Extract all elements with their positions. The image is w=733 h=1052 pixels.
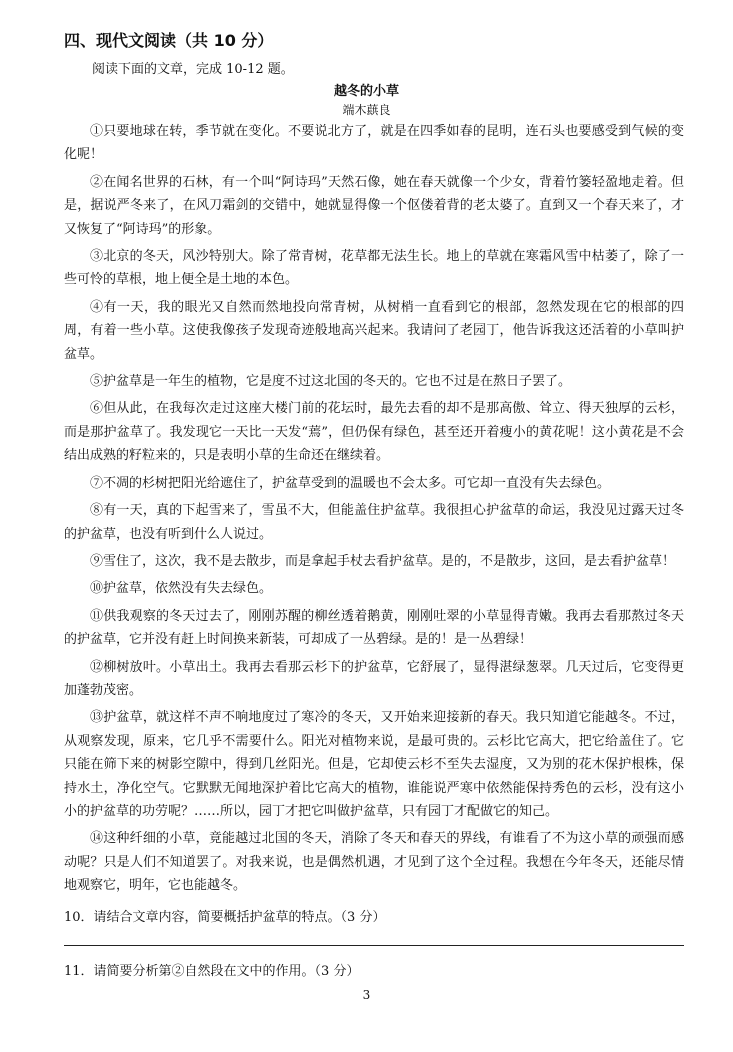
article-title: 越冬的小草 bbox=[333, 84, 399, 99]
paragraph-12: ⑫柳树放叶。小草出土。我再去看那云杉下的护盆草，它舒展了，显得湛绿葱翠。几天过后，它变得更加蓬勃茂密。 bbox=[64, 659, 684, 698]
paragraph-7: ⑦不凋的杉树把阳光给遮住了，护盆草受到的温暖也不会太多。可它却一直没有失去绿色。 bbox=[90, 475, 611, 491]
paragraph-11: ⑪供我观察的冬天过去了，刚刚苏醒的柳丝透着鹅黄，刚刚吐翠的小草显得青嫩。我再去看那熬过冬天的护盆草，它并没有赶上时间换来新装，可却成了一丛碧绿。是的！是一丛碧绿！ bbox=[64, 608, 684, 648]
paragraph-2: ②在闻名世界的石林，有一个叫“阿诗玛”天然石像，她在春天就像一个少女，背着竹篓轻盈地走着。但是，据说严冬来了，在风刀霜剑的交错中，她就显得像一个伛偻着背的老太婆了。直到又一个春天来了，才又恢复了“阿诗玛”的形象。 bbox=[64, 174, 684, 237]
article-author: 端木蕻良 bbox=[342, 103, 391, 117]
page-number: 3 bbox=[362, 988, 371, 1002]
reading-instruction: 阅读下面的文章，完成 10-12 题。 bbox=[92, 62, 294, 77]
paragraph-10: ⑩护盆草，依然没有失去绿色。 bbox=[90, 581, 273, 597]
section-title: 四、现代文阅读（共 10 分） bbox=[64, 31, 274, 50]
question-10: 10．请结合文章内容，简要概括护盆草的特点。（3 分） bbox=[64, 910, 386, 925]
paragraph-9: ⑨雪住了，这次，我不是去散步，而是拿起手杖去看护盆草。是的，不是散步，这回，是去看护盆草！ bbox=[90, 553, 676, 569]
paragraph-3: ③北京的冬天，风沙特别大。除了常青树，花草都无法生长。地上的草就在寒霜风雪中枯萎了，除了一些可怜的草根，地上便全是土地的本色。 bbox=[64, 249, 684, 288]
paragraph-13: ⑬护盆草，就这样不声不响地度过了寒冷的冬天，又开始来迎接新的春天。我只知道它能越冬。不过，从观察发现，原来，它几乎不需要什么。阳光对植物来说，是最可贵的。云杉比它高大，把它给盖住了。它只能在筛下来的树影空隙中，得到几丝阳光。但是，它却使云杉不至失去湿度，又为别的花木保护根株，保持水土，净化空气。它默默无闻地深护着比它高大的植物，谁能说严寒中依然能保持秀色的云杉，没有这小小的护盆草的功劳呢？……所以，园丁才把它叫做护盆草，只有园丁才配做它的知己。 bbox=[64, 710, 684, 819]
article-body bbox=[64, 120, 684, 902]
paragraph-5: ⑤护盆草是一年生的植物，它是度不过这北国的冬天的。它也不过是在熬日子罢了。 bbox=[90, 374, 572, 390]
paragraph-8: ⑧有一天，真的下起雪来了，雪虽不大，但能盖住护盆草。我很担心护盆草的命运，我没见过露天过冬的护盆草，也没有听到什么人说过。 bbox=[64, 503, 684, 542]
question-11: 11．请简要分析第②自然段在文中的作用。（3 分） bbox=[64, 964, 360, 979]
paragraph-14: ⑭这种纤细的小草，竟能越过北国的冬天，消除了冬天和春天的界线，有谁看了不为这小草的顽强而感动呢？只是人们不知道罢了。对我来说，也是偶然机遇，才见到了这个全过程。我想在今年冬天，还能尽情地观察它，明年，它也能越冬。 bbox=[64, 831, 684, 894]
answer-divider bbox=[64, 945, 684, 946]
paragraph-4: ④有一天，我的眼光又自然而然地投向常青树，从树梢一直看到它的根部，忽然发现在它的根部的四周，有着一些小草。这使我像孩子发现奇迹般地高兴起来。我请问了老园丁，他告诉我这还活着的小草叫护盆草。 bbox=[64, 299, 684, 362]
paragraph-1: ①只要地球在转，季节就在变化。不要说北方了，就是在四季如春的昆明，连石头也要感受到气候的变化呢！ bbox=[64, 124, 684, 163]
paragraph-6: ⑥但从此，在我每次走过这座大楼门前的花坛时，最先去看的却不是那高傲、耸立、得天独厚的云杉，而是那护盆草了。我发现它一天比一天发“蔫”，但仍保有绿色，甚至还开着瘦小的黄花呢！这小黄花是不会结出成熟的籽粒来的，只是表明小草的生命还在继续着。 bbox=[64, 401, 684, 464]
